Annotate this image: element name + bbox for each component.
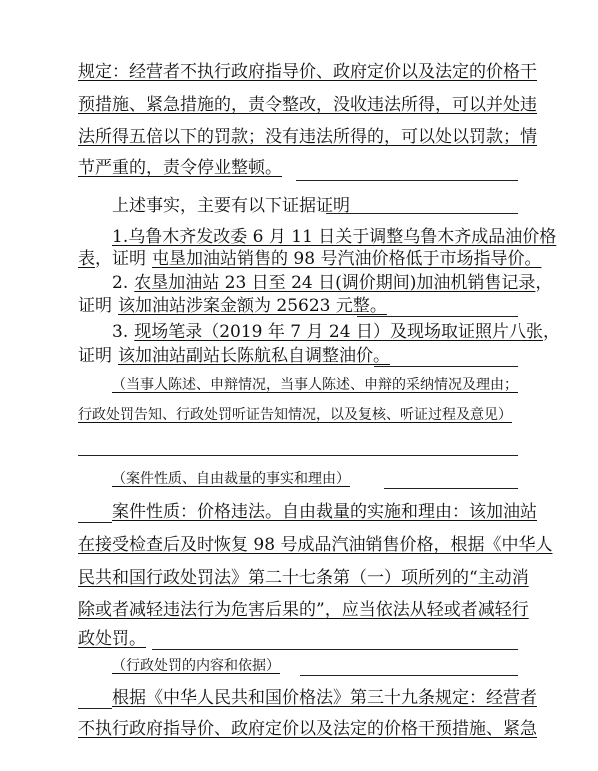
statement-heading-line1: （当事人陈述、申辩情况，当事人陈述、申辩的采纳情况及理由；: [112, 377, 518, 393]
paragraph-line: 民共和国行政处罚法》第二十七条第（一）项所列的“主动消: [78, 568, 529, 588]
fill-rule: [357, 316, 518, 317]
paragraph-line: 不执行政府指导价、政府定价以及法定的价格干预措施、紧急: [78, 719, 537, 739]
evidence-item-1-cont: [78, 249, 542, 269]
evidence-item-2-cont: [78, 298, 520, 315]
evidence-item-3-doc: 现场笔录（2019 年 7 月 24 日）及现场取证照片八张: [134, 322, 543, 342]
paragraph-line: 案件性质：价格违法。自由裁量的实施和理由：该加油站: [112, 502, 537, 522]
evidence-item-2-number: 2.: [112, 273, 129, 293]
indent-rule: [78, 522, 112, 523]
evidence-item-1: [112, 227, 557, 247]
paragraph-line: 政处罚。: [78, 629, 146, 649]
paragraph-line: 除或者减轻违法行为危害后果的”，应当依法从轻或者减轻行: [78, 600, 529, 620]
evidence-item-1-line1: 1.乌鲁木齐发改委 6 月 11 日关于调整乌鲁木齐成品油价格: [112, 227, 557, 247]
evidence-item-1-prove-label: ，证明: [95, 249, 146, 269]
fill-rule: [384, 488, 518, 489]
fill-rule: [374, 366, 518, 367]
fill-rule: [296, 180, 518, 181]
paragraph-line: 根据《中华人民共和国价格法》第三十九条规定：经营者: [112, 688, 537, 708]
evidence-item-3-prove-label: 证明: [78, 346, 112, 366]
paragraph-line: 法所得五倍以下的罚款；没有违法所得的，可以处以罚款；情: [78, 127, 537, 147]
evidence-intro: 上述事实，主要有以下证据证明: [112, 196, 350, 216]
blank-rule: [78, 455, 518, 456]
evidence-item-3-cont: [78, 348, 520, 365]
evidence-item-2: [112, 273, 553, 293]
evidence-item-2-proof: 该加油站涉案金额为 25623 元整。: [118, 296, 387, 316]
evidence-item-2-doc: 农垦加油站 23 日至 24 日(调价期间)加油机销售记录: [134, 273, 536, 293]
indent-rule: [78, 708, 112, 709]
statement-heading-line2: 行政处罚告知、行政处罚听证告知情况，以及复核、听证过程及意见）: [78, 407, 512, 423]
paragraph-line: 预措施、紧急措施的，责令整改，没收违法所得，可以并处违: [78, 95, 537, 115]
evidence-item-1-doc-end: 表: [78, 249, 95, 269]
evidence-item-3: [112, 322, 560, 342]
evidence-item-3-proof: 该加油站副站长陈航私自调整油价。: [118, 346, 390, 366]
paragraph-line: 规定：经营者不执行政府指导价、政府定价以及法定的价格干: [78, 62, 537, 82]
penalty-heading: （行政处罚的内容和依据）: [112, 658, 280, 674]
evidence-item-3-comma: ，: [542, 322, 560, 342]
evidence-item-2-prove-label: 证明: [78, 296, 112, 316]
fill-rule: [152, 649, 518, 650]
evidence-item-2-comma: ，: [535, 273, 553, 293]
paragraph-line: 在接受检查后及时恢复 98 号成品汽油销售价格，根据《中华人: [78, 535, 553, 555]
fill-rule: [300, 675, 518, 676]
fill-rule: [326, 213, 518, 214]
evidence-item-1-proof: 屯垦加油站销售的 98 号汽油价格低于市场指导价。: [152, 249, 542, 269]
evidence-item-3-number: 3.: [112, 322, 129, 342]
paragraph-line: 节严重的，责令停业整顿。: [78, 158, 282, 178]
nature-heading: （案件性质、自由裁量的事实和理由）: [112, 471, 350, 487]
